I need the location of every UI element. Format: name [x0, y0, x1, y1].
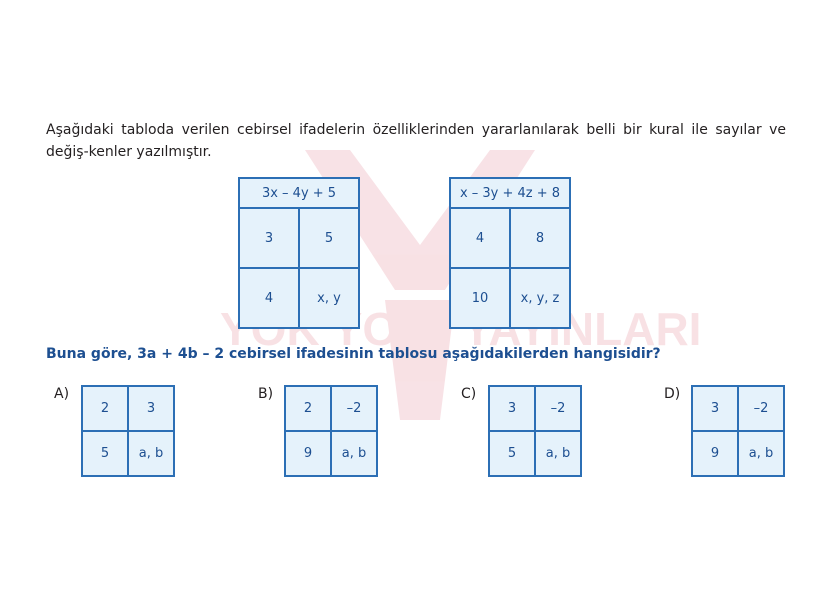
option-cell: a, b [331, 431, 377, 476]
table-cell: x, y, z [510, 268, 570, 328]
option-cell: 2 [285, 386, 331, 431]
option-cell: 3 [489, 386, 535, 431]
option-cell: 3 [692, 386, 738, 431]
option-cell: a, b [738, 431, 784, 476]
table-cell: 4 [450, 208, 510, 268]
intro-paragraph: Aşağıdaki tabloda verilen cebirsel ifadelerin özelliklerinden yararlanılarak belli bir kural ile sayılar ve değiş-kenler yazılmıştır. [46, 122, 786, 160]
option-cell: a, b [128, 431, 174, 476]
option-d-table[interactable] [691, 385, 785, 477]
option-a-letter: A) [54, 386, 70, 402]
option-a-table[interactable] [81, 385, 175, 477]
table-cell: 4 [239, 268, 299, 328]
table-expression: x – 3y + 4z + 8 [450, 178, 570, 208]
option-d-letter: D) [664, 386, 681, 402]
option-cell: 3 [128, 386, 174, 431]
option-cell: –2 [331, 386, 377, 431]
question-text: Buna göre, 3a + 4b – 2 cebirsel ifadesinin tablosu aşağıdakilerden hangisidir? [46, 346, 661, 362]
option-cell: 2 [82, 386, 128, 431]
table-cell: 5 [299, 208, 359, 268]
watermark-left-text: YOK YOK [220, 303, 432, 355]
option-c-letter: C) [461, 386, 477, 402]
example-table-1 [238, 177, 360, 329]
table-cell: 10 [450, 268, 510, 328]
option-c-table[interactable] [488, 385, 582, 477]
option-b-letter: B) [258, 386, 274, 402]
option-cell: –2 [535, 386, 581, 431]
option-cell: 9 [692, 431, 738, 476]
table-cell: x, y [299, 268, 359, 328]
table-expression: 3x – 4y + 5 [239, 178, 359, 208]
watermark-right-text: YAYINLARI [462, 303, 702, 355]
table-cell: 8 [510, 208, 570, 268]
table-cell: 3 [239, 208, 299, 268]
option-cell: 5 [489, 431, 535, 476]
option-cell: 9 [285, 431, 331, 476]
option-b-table[interactable] [284, 385, 378, 477]
option-cell: 5 [82, 431, 128, 476]
option-cell: –2 [738, 386, 784, 431]
option-cell: a, b [535, 431, 581, 476]
example-table-2 [449, 177, 571, 329]
